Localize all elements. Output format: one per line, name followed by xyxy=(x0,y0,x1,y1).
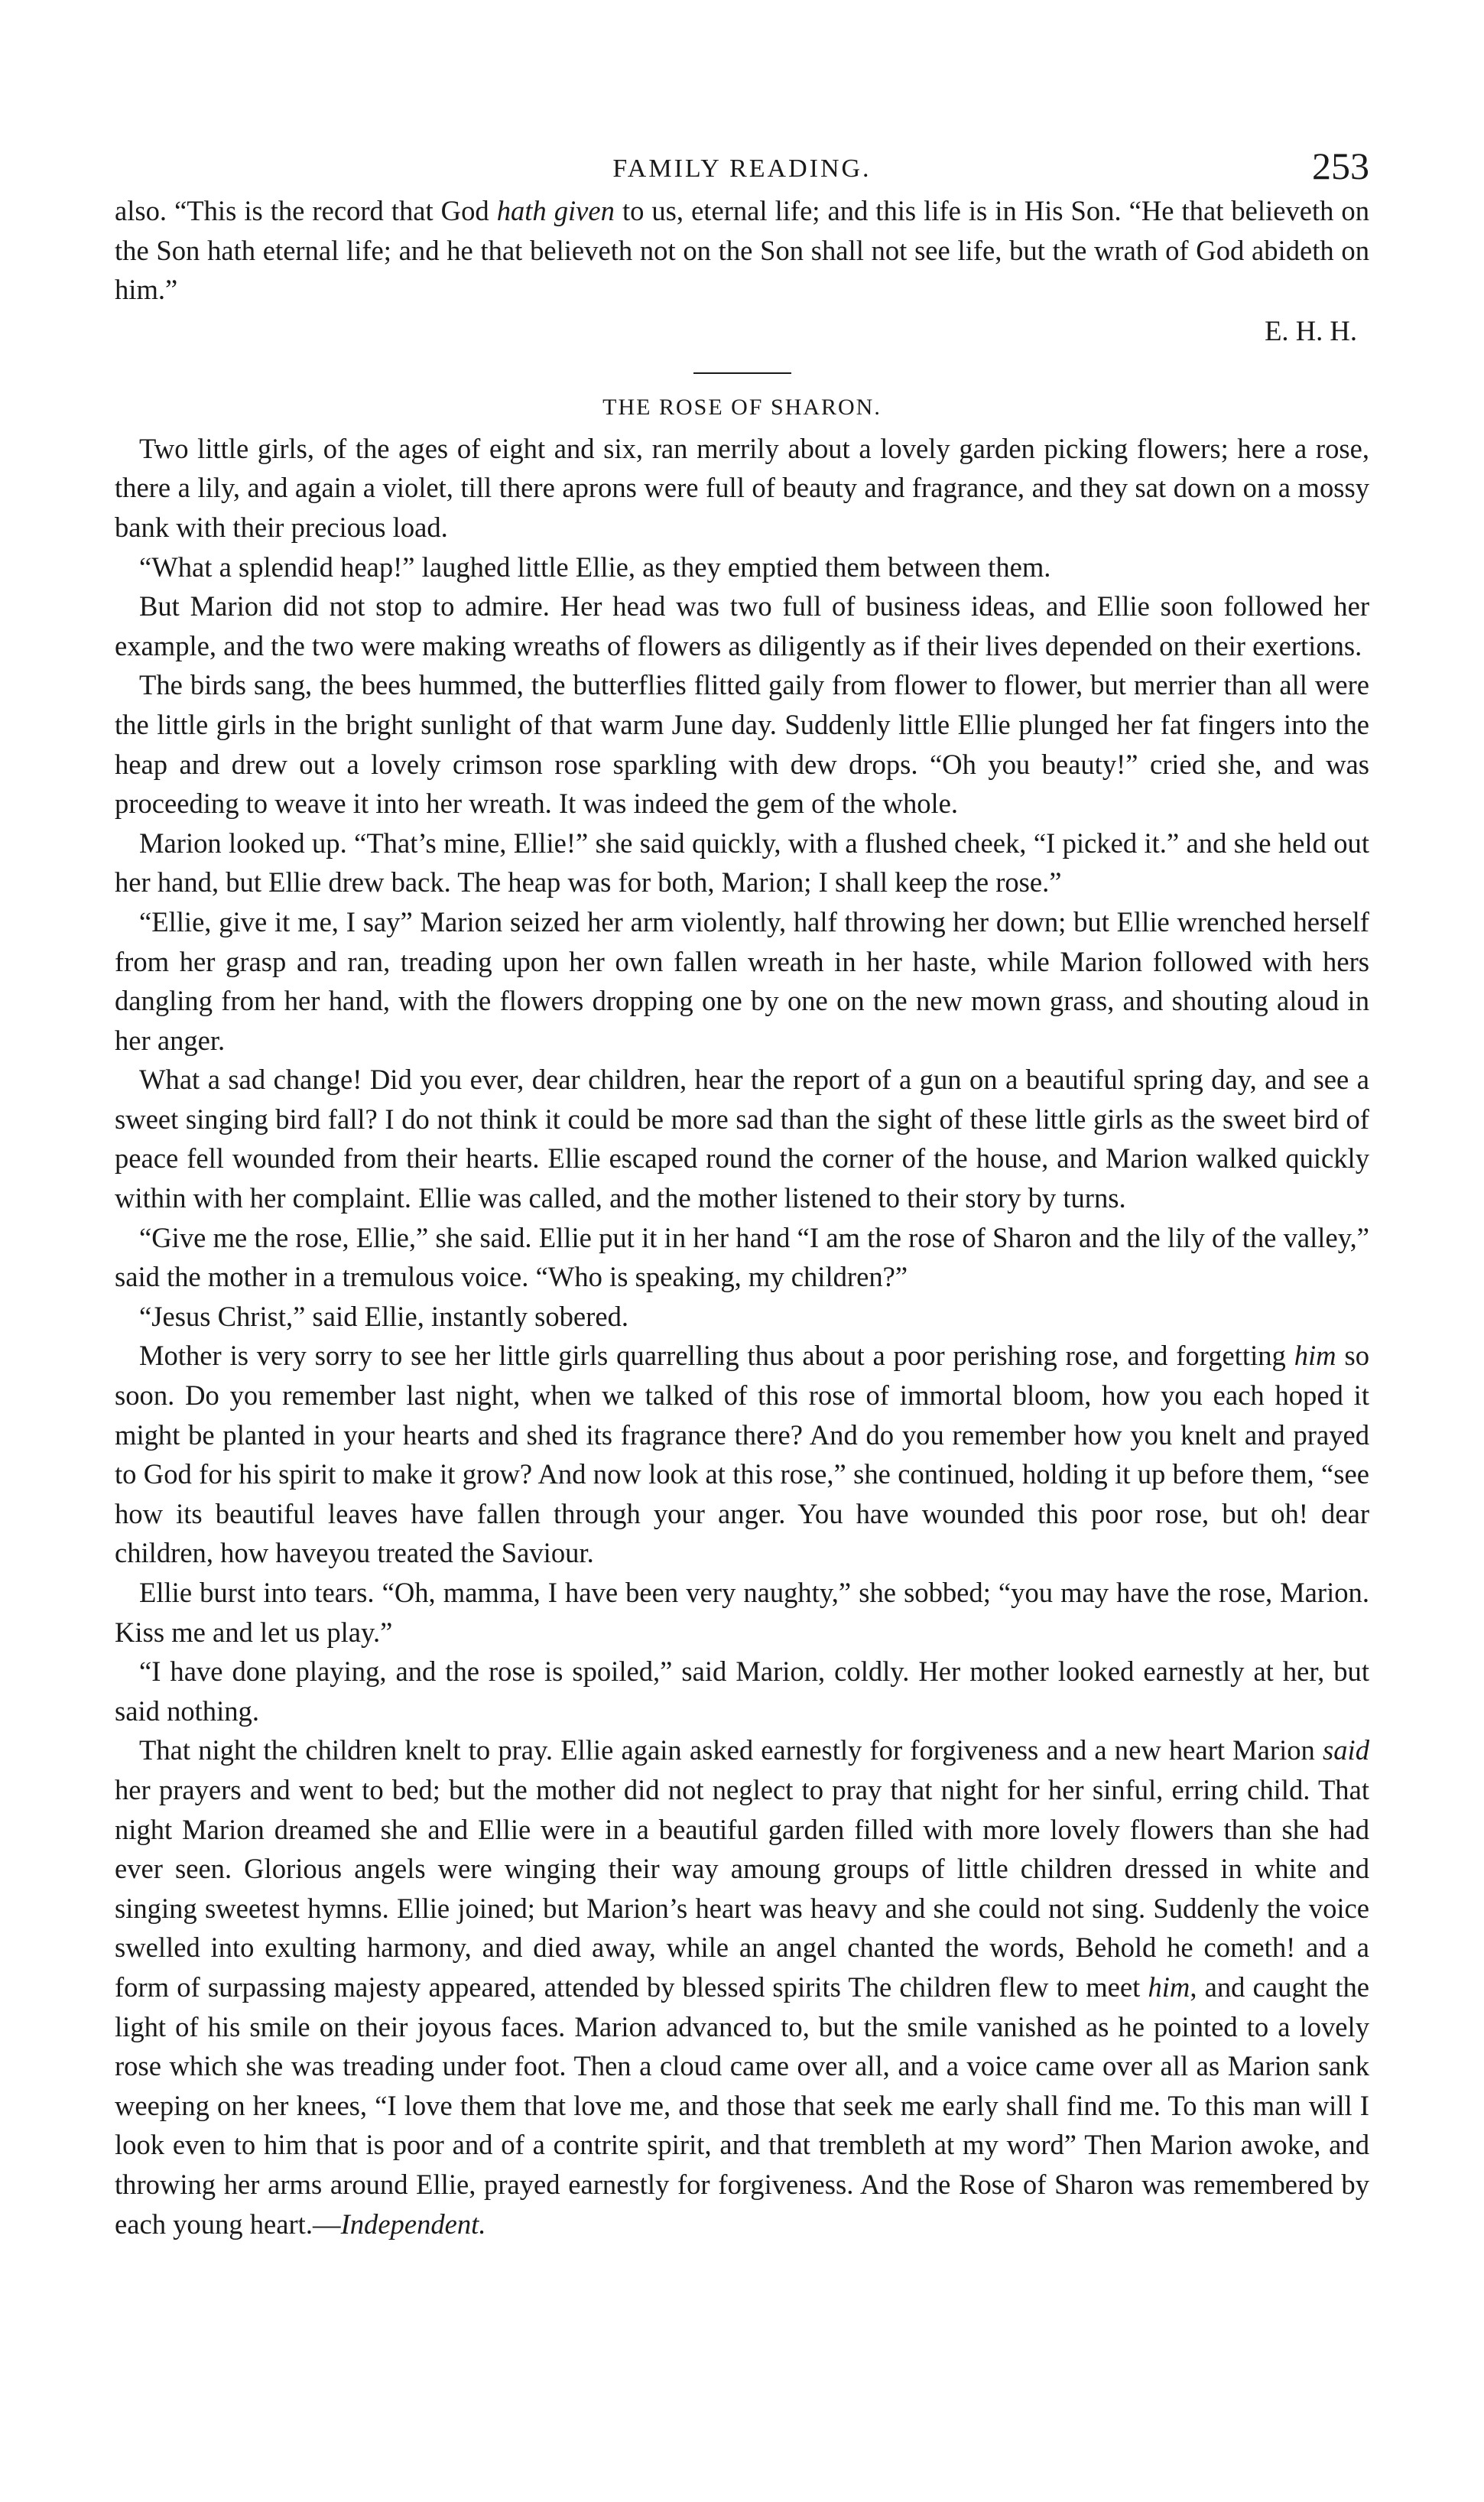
body-text xyxy=(115,191,1369,310)
page-header xyxy=(115,130,1369,191)
italic-run: him xyxy=(1294,1340,1336,1372)
story-paragraph: “I have done playing, and the rose is spoiled,” said Marion, coldly. Her mother looked earnestly at her, but said nothing. xyxy=(115,1656,1369,1727)
italic-run: hath given xyxy=(496,195,615,226)
italic-run: him xyxy=(1148,1971,1190,2003)
story-paragraph xyxy=(115,1336,1369,1573)
story-paragraph: “Ellie, give it me, I say” Marion seized her arm violently, half throwing her down; but Ellie wrenched herself from her grasp and ran, treading upon her own fallen wreath in her haste, while Marion followed with hers dangling from her hand, with the flowers dropping one by one on the new mown grass, and shouting aloud in her anger. xyxy=(115,905,1369,1056)
text-run: her prayers and went to bed; but the mother did not neglect to pray that night for her sinful, erring child. That night Marion dreamed she and Ellie were in a beautiful garden filled with more lovely flowers than she had ever seen. Glorious angels were winging their way amoung groups of little children dressed in white and singing sweetest hymns. Ellie joined; but Marion’s heart was heavy and she could not sing. Suddenly the voice swelled into exulting harmony, and died away, while an angel chanted the words, Behold he cometh! and a form of surpassing majesty appeared, attended by blessed spirits The children flew to meet xyxy=(115,1773,1369,2003)
story-title: THE ROSE OF SHARON. xyxy=(602,394,882,420)
source-credit: Independent. xyxy=(340,2208,486,2240)
story-paragraph: “Jesus Christ,” said Ellie, instantly sobered. xyxy=(139,1300,629,1332)
story-paragraph: But Marion did not stop to admire. Her head was two full of business ideas, and Ellie soon followed her example, and the two were making wreaths of flowers as diligently as if their lives depended on their exertions. xyxy=(115,590,1369,661)
story-paragraph: What a sad change! Did you ever, dear children, hear the report of a gun on a beautiful spring day, and see a sweet singing bird fall? I do not think it could be more sad than the sight of these little girls as the sweet bird of peace fell wounded from their hearts. Ellie escaped round the corner of the house, and Marion walked quickly within with her complaint. Ellie was called, and the mother listened to their story by turns. xyxy=(115,1064,1369,1214)
text-run: also. “This is the record that God xyxy=(115,195,497,226)
text-run: , and caught the light of his smile on their joyous faces. Marion advanced to, but the smile vanished as he pointed to a lovely rose which she was treading under foot. Then a cloud came over all, and a voice came over all as Marion sank weeping on her knees, “I love them that love me, and those that seek me early shall find me. To this man will I look even to him that is poor and of a contrite spirit, and that trembleth at my word” Then Marion awoke, and throwing her arms around Ellie, prayed earnestly for forgiveness. And the Rose of Sharon was remembered by each young heart.— xyxy=(115,1971,1369,2240)
page-number: 253 xyxy=(1312,145,1369,187)
italic-run: said xyxy=(1323,1734,1369,1766)
author-signature: E. H. H. xyxy=(1265,314,1357,346)
story-paragraph: Two little girls, of the ages of eight and six, ran merrily about a lovely garden picking flowers; here a rose, there a lily, and again a violet, till there aprons were full of beauty and fragrance, and they sat down on a mossy bank with their precious load. xyxy=(115,432,1369,543)
text-run: That night the children knelt to pray. Ellie again asked earnestly for forgiveness and a new heart Marion xyxy=(139,1734,1323,1766)
story-paragraph: “Give me the rose, Ellie,” she said. Ellie put it in her hand “I am the rose of Sharon and the lily of the valley,” said the mother in a tremulous voice. “Who is speaking, my children?” xyxy=(115,1221,1369,1293)
running-head: FAMILY READING. xyxy=(612,154,872,183)
text-run: to us, eternal life; and this life is in His Son. “He that believeth on the Son hath eternal life; and he that believeth not on the Son shall not see life, but the wrath of God abideth on him.” xyxy=(115,195,1369,306)
text-run: so soon. Do you remember last night, when we talked of this rose of immortal bloom, how you each hoped it might be planted in your hearts and shed its fragrance there? And do you remember how you knelt and prayed to God for his spirit to make it grow? And now look at this rose,” she continued, holding it up before them, “see how its beautiful leaves have fallen through your anger. You have wounded this poor rose, but oh! dear children, how haveyou treated the Saviour. xyxy=(115,1340,1370,1569)
story-paragraph xyxy=(115,1730,1369,2244)
story-paragraph: Marion looked up. “That’s mine, Ellie!” she said quickly, with a flushed cheek, “I picked it.” and she held out her hand, but Ellie drew back. The heap was for both, Marion; I shall keep the rose.” xyxy=(115,827,1369,898)
intro-paragraph xyxy=(115,191,1369,310)
story-paragraph: “What a splendid heap!” laughed little Ellie, as they emptied them between them. xyxy=(139,551,1051,583)
story-paragraph: The birds sang, the bees hummed, the butterflies flitted gaily from flower to flower, but merrier than all were the little girls in the bright sunlight of that warm June day. Suddenly little Ellie plunged her fat fingers into the heap and drew out a lovely crimson rose sparkling with dew drops. “Oh you beauty!” cried she, and was proceeding to weave it into her wreath. It was indeed the gem of the whole. xyxy=(115,669,1369,820)
text-run: Mother is very sorry to see her little girls quarrelling thus about a poor perishing rose, and forgetting xyxy=(139,1340,1294,1372)
story-text xyxy=(115,429,1369,2244)
story-paragraph: Ellie burst into tears. “Oh, mamma, I have been very naughty,” she sobbed; “you may have the rose, Marion. Kiss me and let us play.” xyxy=(115,1577,1369,1648)
section-divider xyxy=(693,372,791,374)
